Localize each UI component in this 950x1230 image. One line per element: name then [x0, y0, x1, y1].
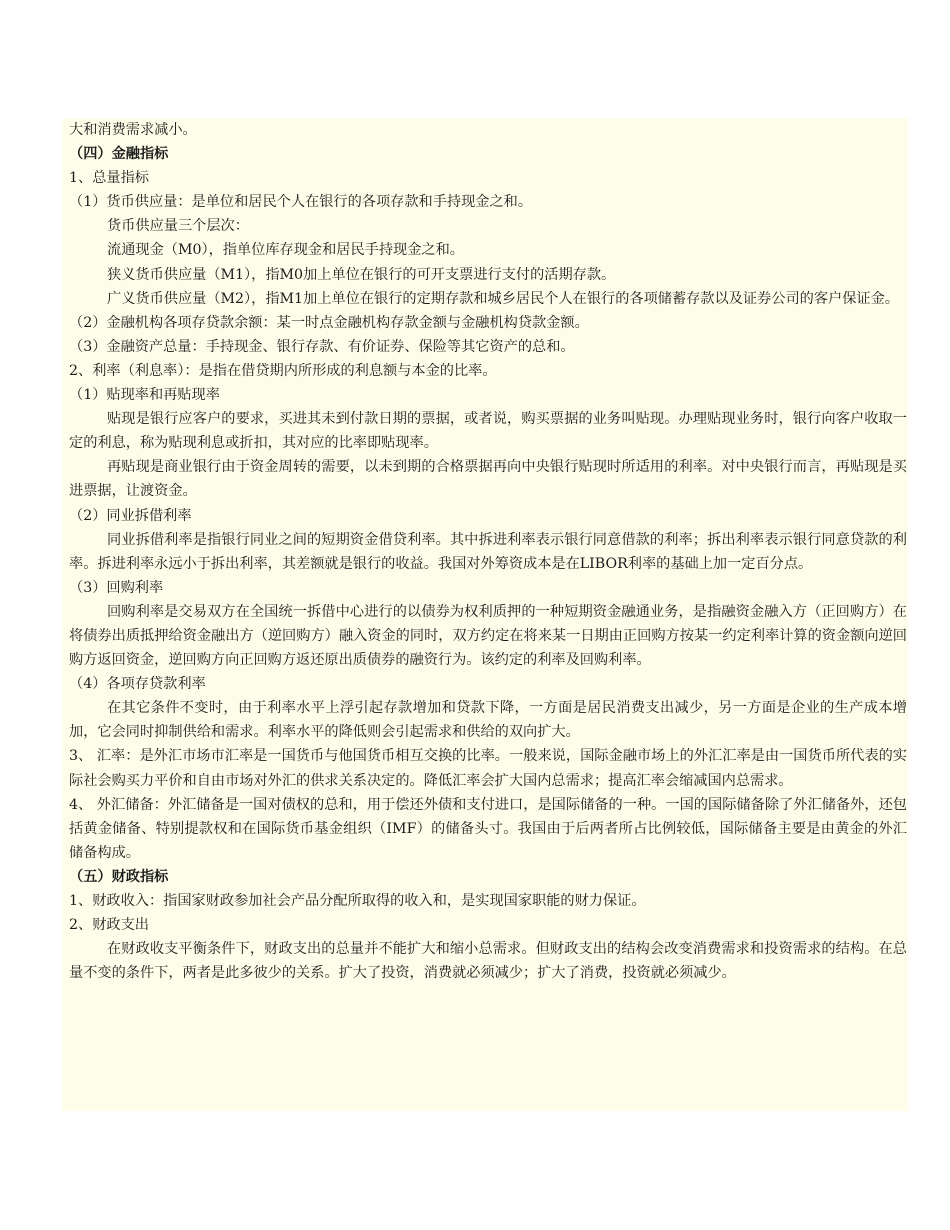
paragraph: 3、 汇率：是外汇市场市汇率是一国货币与他国货币相互交换的比率。一般来说，国际金融市场上的外汇汇率是由一国货币所代表的实际社会购买力平价和自由市场对外汇的供求关系决定的。降低汇率会扩大国内总需求；提高汇率会缩减国内总需求。 — [69, 748, 907, 789]
paragraph: 广义货币供应量（M2），指M1加上单位在银行的定期存款和城乡居民个人在银行的各项储蓄存款以及证券公司的客户保证金。 — [107, 290, 899, 307]
paragraph: 在其它条件不变时，由于利率水平上浮引起存款增加和贷款下降，一方面是居民消费支出减少，另一方面是企业的生产成本增加，它会同时抑制供给和需求。利率水平的降低则会引起需求和供给的双向扩大。 — [69, 700, 907, 741]
paragraph: 再贴现是商业银行由于资金周转的需要，以未到期的合格票据再向中央银行贴现时所适用的利率。对中央银行而言，再贴现是买进票据，让渡资金。 — [69, 459, 907, 500]
document-page — [62, 118, 908, 1111]
section-heading: （五）财政指标 — [69, 868, 169, 885]
paragraph: 大和消费需求减小。 — [69, 122, 197, 138]
paragraph: 2、财政支出 — [69, 917, 149, 934]
paragraph: 回购利率是交易双方在全国统一拆借中心进行的以债券为权利质押的一种短期资金融通业务，是指融资金融入方（正回购方）在将债券出质抵押给资金融出方（逆回购方）融入资金的同时，双方约定在将来某一日期由正回购方按某一约定利率计算的资金额向逆回购方返回资金，逆回购方向正回购方返还原出质债券的融资行为。该约定的利率及回购利率。 — [69, 603, 907, 669]
paragraph: 在财政收支平衡条件下，财政支出的总量并不能扩大和缩小总需求。但财政支出的结构会改变消费需求和投资需求的结构。在总量不变的条件下，两者是此多彼少的关系。扩大了投资，消费就必须减少；扩大了消费，投资就必须减少。 — [69, 941, 907, 982]
paragraph: （3）金融资产总量：手持现金、银行存款、有价证券、保险等其它资产的总和。 — [69, 338, 575, 355]
paragraph: 贴现是银行应客户的要求，买进其未到付款日期的票据，或者说，购买票据的业务叫贴现。办理贴现业务时，银行向客户收取一定的利息，称为贴现利息或折扣，其对应的比率即贴现率。 — [69, 411, 907, 452]
paragraph: 狭义货币供应量（M1），指M0加上单位在银行的可开支票进行支付的活期存款。 — [107, 266, 616, 283]
paragraph: 1、总量指标 — [69, 170, 149, 187]
document-body — [69, 118, 907, 985]
paragraph: （1）货币供应量：是单位和居民个人在银行的各项存款和手持现金之和。 — [69, 194, 533, 211]
paragraph: （2）同业拆借利率 — [69, 507, 192, 524]
section-heading: （四）金融指标 — [69, 146, 169, 163]
paragraph: （3）回购利率 — [69, 579, 164, 596]
paragraph: （2）金融机构各项存贷款余额：某一时点金融机构存款金额与金融机构贷款金额。 — [69, 314, 589, 331]
paragraph: （1）贴现率和再贴现率 — [69, 387, 220, 404]
paragraph: （4）各项存贷款利率 — [69, 676, 206, 693]
paragraph: 2、利率（利息率）：是指在借贷期内所形成的利息额与本金的比率。 — [69, 362, 497, 379]
paragraph: 1、财政收入：指国家财政参加社会产品分配所取得的收入和，是实现国家职能的财力保证。 — [69, 893, 646, 909]
paragraph: 4、 外汇储备：外汇储备是一国对债权的总和，用于偿还外债和支付进口，是国际储备的一种。一国的国际储备除了外汇储备外，还包括黄金储备、特别提款权和在国际货币基金组织（IMF）的储备头寸。我国由于后两者所占比例较低，国际储备主要是由黄金的外汇储备构成。 — [69, 796, 907, 861]
paragraph: 货币供应量三个层次： — [107, 218, 249, 235]
paragraph: 流通现金（M0），指单位库存现金和居民手持现金之和。 — [107, 242, 464, 259]
paragraph: 同业拆借利率是指银行同业之间的短期资金借贷利率。其中拆进利率表示银行同意借款的利率；拆出利率表示银行同意贷款的利率。拆进利率永远小于拆出利率，其差额就是银行的收益。我国对外筹资成本是在LIBOR利率的基础上加一定百分点。 — [69, 531, 907, 572]
